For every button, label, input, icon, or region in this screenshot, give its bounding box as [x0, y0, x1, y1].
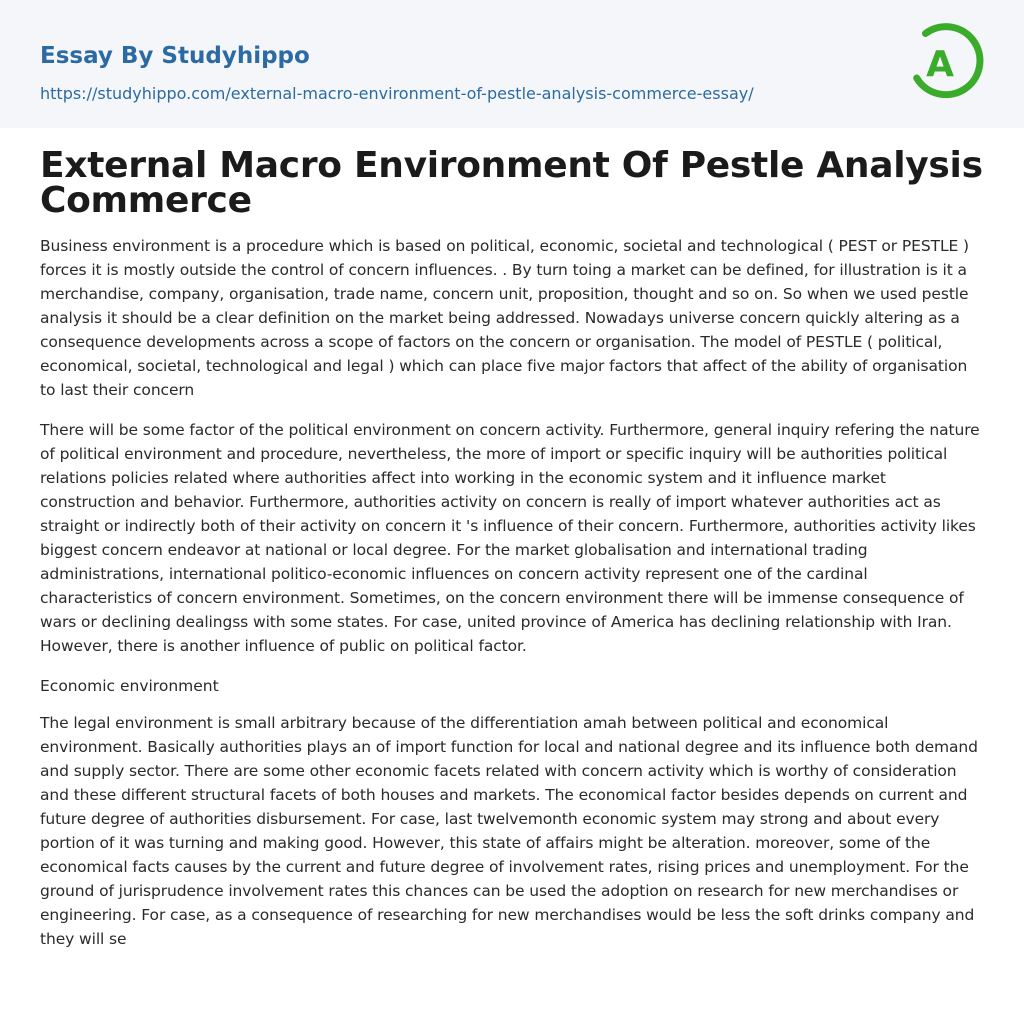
- page-title: External Macro Environment Of Pestle Analysis Commerce: [40, 145, 983, 221]
- brand-title[interactable]: Essay By Studyhippo: [40, 43, 310, 69]
- studyhippo-logo-icon[interactable]: [912, 20, 986, 106]
- section-heading-economic: Economic environment: [40, 677, 219, 695]
- article-body: [0, 145, 1024, 951]
- paragraph-intro: Business environment is a procedure which is based on political, economic, societal and technological ( PEST or PESTLE ) forces it is mostly outside the control of concern influences. . By turn toing a market can be defined, for illustration is it a merchandise, company, organisation, trade name, concern unit, proposition, thought and so on. So when we used pestle analysis it should be a clear definition on the market being addressed. Nowadays universe concern quickly altering as a consequence developments across a scope of factors on the concern or organisation. The model of PESTLE ( political, economical, societal, technological and legal ) which can place five major factors that affect of the ability of organisation to last their concern: [40, 237, 969, 399]
- site-header: [0, 0, 1024, 128]
- paragraph-economic: The legal environment is small arbitrary because of the differentiation amah between political and economical environment. Basically authorities plays an of import function for local and national degree and its influence both demand and supply sector. There are some other economic facets related with concern activity which is worthy of consideration and these different structural facets of both houses and markets. The economical factor besides depends on current and future degree of authorities disbursement. For case, last twelvemonth economic system may strong and about every portion of it was turning and making good. However, this state of affairs might be alteration. moreover, some of the economical facts causes by the current and future degree of involvement rates, rising prices and unemployment. For the ground of jurisprudence involvement rates this chances can be used the adoption on research for new merchandises or engineering. For case, as a consequence of researching for new merchandises would be less the soft drinks company and they will se: [40, 714, 978, 948]
- source-url-link[interactable]: https://studyhippo.com/external-macro-environment-of-pestle-analysis-commerce-essay/: [40, 84, 754, 103]
- logo-letter: A: [926, 44, 954, 85]
- paragraph-political: There will be some factor of the political environment on concern activity. Furthermore, general inquiry refering the nature of political environment and procedure, nevertheless, the more of import or specific inquiry will be authorities political relations policies related where authorities affect into working in the economic system and it influence market construction and behavior. Furthermore, authorities activity on concern is really of import whatever authorities act as straight or indirectly both of their activity on concern it 's influence of their concern. Furthermore, authorities activity likes biggest concern endeavor at national or local degree. For the market globalisation and international trading administrations, international politico-economic influences on concern activity represent one of the cardinal characteristics of concern environment. Sometimes, on the concern environment there will be immense consequence of wars or declining dealingss with some states. For case, united province of America has declining relationship with Iran. However, there is another influence of public on political factor.: [40, 421, 980, 655]
